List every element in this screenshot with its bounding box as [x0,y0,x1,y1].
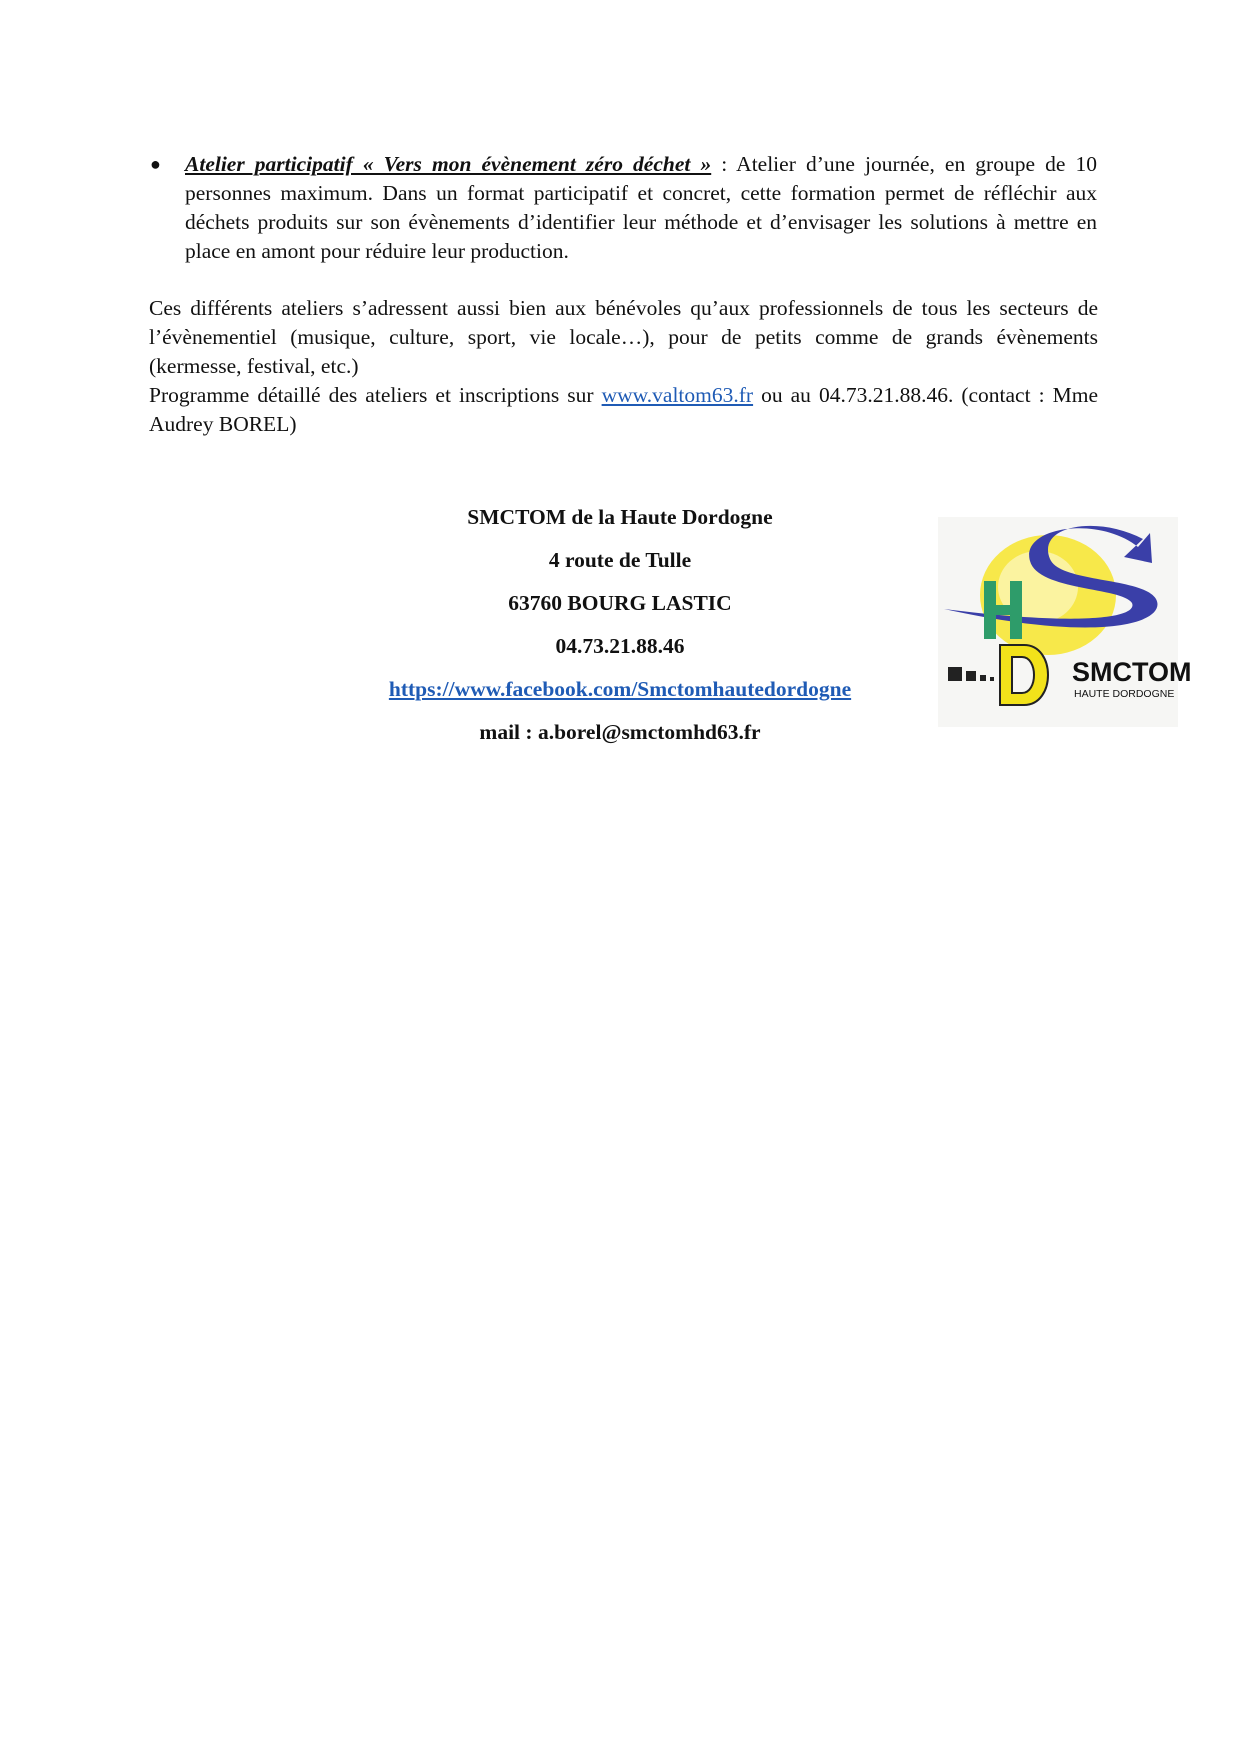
paragraph-text: Ces différents ateliers s’adressent aussi bien aux bénévoles qu’aux professionnels de tous les secteurs de l’évènementiel (musique, culture, sport, vie locale…), pour de petits comme de grands évènements (kermesse, festival, etc.) [149,296,1098,378]
atelier-title: Atelier participatif « Vers mon évènement zéro déchet » [185,152,712,176]
facebook-link[interactable]: https://www.facebook.com/Smctomhautedordogne [388,677,852,701]
bullet-item [149,150,1099,266]
program-contact-text: ou au 04.73.21.88.46. (contact : Mme Audrey BOREL) [149,383,1098,436]
bullet-text [185,150,1097,266]
org-mail: mail : a.borel@smctomhd63.fr [479,720,761,744]
org-phone: 04.73.21.88.46 [555,634,685,658]
smctom-logo [938,517,1192,727]
org-street: 4 route de Tulle [548,548,692,572]
logo-title: SMCTOM [1072,657,1192,687]
program-text: Programme détaillé des ateliers et inscriptions sur [149,383,602,407]
org-city: 63760 BOURG LASTIC [508,591,732,615]
contact-block [320,503,920,761]
atelier-description: : Atelier d’une journée, en groupe de 10 personnes maximum. Dans un format participatif et concret, cette formation permet de réfléchir aux déchets produits sur son évènements d’identifier leur méthode et d’envisager les solutions à mettre en place en amont pour réduire leur production. [185,152,1097,263]
workshops-paragraph [149,294,1098,439]
bullet-marker: ● [150,154,161,174]
valtom-link[interactable]: www.valtom63.fr [601,383,754,407]
org-name: SMCTOM de la Haute Dordogne [467,505,773,529]
logo-subtitle: HAUTE DORDOGNE [1074,688,1175,700]
